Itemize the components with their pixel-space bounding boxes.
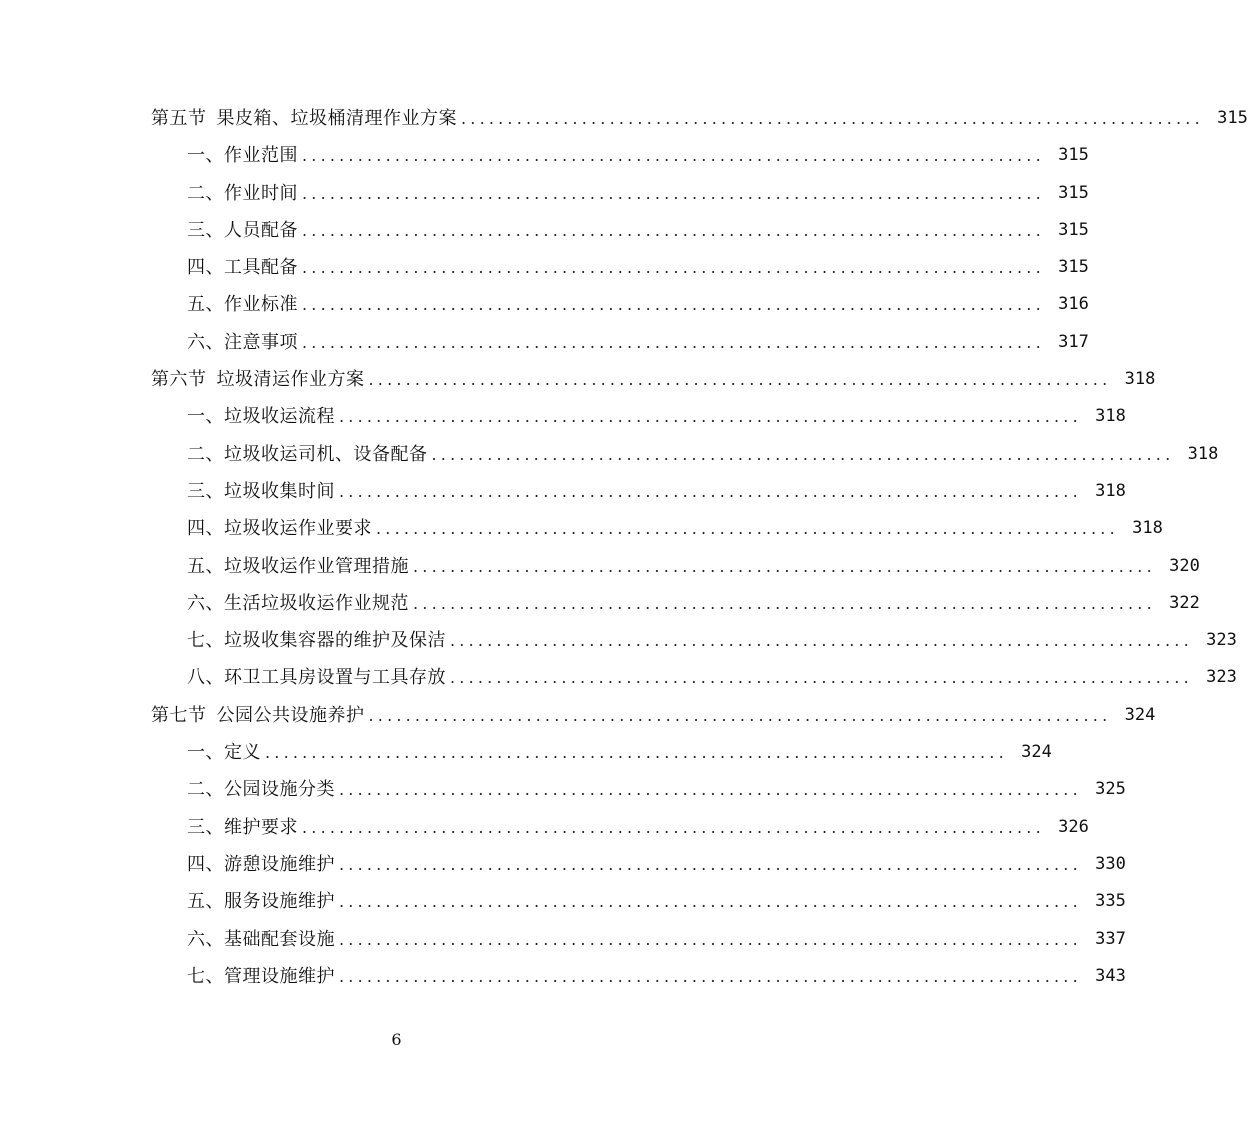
toc-subsection-entry[interactable]	[0, 883, 1126, 920]
toc-dot-leader: ................................................................................	[413, 556, 1156, 576]
toc-section-entry[interactable]	[0, 697, 1156, 734]
toc-page-number: 326	[1058, 816, 1089, 837]
toc-dot-leader: ................................................................................	[368, 370, 1112, 390]
toc-entry-title	[187, 137, 298, 174]
toc-page-number: 318	[1095, 406, 1126, 427]
toc-page-number: 320	[1169, 555, 1200, 576]
toc-subsection-entry[interactable]	[0, 846, 1126, 883]
toc-dot-leader: ................................................................................	[450, 668, 1193, 688]
toc-dot-leader: ................................................................................	[302, 146, 1045, 166]
toc-entry-title	[187, 436, 428, 473]
toc-entry-text: 四、工具配备	[187, 257, 298, 279]
table-of-contents	[0, 100, 1248, 995]
toc-entry-title	[187, 473, 335, 510]
toc-section-entry[interactable]	[0, 361, 1156, 398]
toc-dot-leader: ................................................................................	[339, 407, 1082, 427]
toc-dot-leader: ................................................................................	[339, 966, 1082, 986]
toc-entry-text: 公园公共设施养护	[216, 704, 365, 726]
toc-dot-leader: ................................................................................	[461, 109, 1204, 128]
toc-page-number: 315	[1058, 219, 1089, 240]
toc-entry-text: 一、垃圾收运流程	[187, 406, 335, 428]
toc-entry-text: 四、游憩设施维护	[187, 853, 335, 875]
toc-subsection-entry[interactable]	[0, 958, 1126, 995]
toc-entry-text: 二、作业时间	[187, 182, 298, 204]
toc-entry-title	[187, 921, 335, 958]
toc-subsection-entry[interactable]	[0, 585, 1200, 622]
toc-dot-leader: ................................................................................	[450, 631, 1193, 651]
toc-subsection-entry[interactable]	[0, 324, 1089, 361]
toc-subsection-entry[interactable]	[0, 659, 1237, 696]
toc-subsection-entry[interactable]	[0, 249, 1089, 286]
toc-dot-leader: ................................................................................	[302, 258, 1045, 278]
toc-dot-leader: ................................................................................	[302, 220, 1045, 240]
toc-dot-leader: ................................................................................	[339, 929, 1082, 949]
toc-entry-text: 七、管理设施维护	[187, 965, 335, 987]
toc-dot-leader: ................................................................................	[339, 481, 1082, 501]
toc-page-number: 315	[1058, 257, 1089, 278]
toc-section-number: 第七节	[151, 704, 207, 726]
toc-entry-text: 七、垃圾收集容器的维护及保洁	[187, 630, 446, 652]
toc-page-number: 325	[1095, 779, 1126, 800]
toc-page-number: 315	[1058, 182, 1089, 203]
toc-section-number: 第六节	[151, 369, 207, 391]
toc-subsection-entry[interactable]	[0, 622, 1237, 659]
toc-entry-text: 垃圾清运作业方案	[216, 369, 365, 391]
toc-entry-text: 八、环卫工具房设置与工具存放	[187, 667, 446, 689]
toc-subsection-entry[interactable]	[0, 548, 1200, 585]
toc-subsection-entry[interactable]	[0, 921, 1126, 958]
toc-dot-leader: ................................................................................	[302, 295, 1045, 315]
toc-entry-text: 二、公园设施分类	[187, 779, 335, 801]
toc-entry-title	[187, 249, 298, 286]
toc-entry-title	[187, 548, 409, 585]
toc-page-number: 330	[1095, 853, 1126, 874]
toc-dot-leader: ................................................................................	[431, 444, 1175, 464]
toc-subsection-entry[interactable]	[0, 771, 1126, 808]
toc-entry-title	[187, 585, 409, 622]
toc-dot-leader: ................................................................................	[302, 332, 1045, 352]
toc-page-number: 315	[1217, 108, 1248, 128]
toc-dot-leader: ................................................................................	[339, 780, 1082, 800]
toc-page-number: 343	[1095, 965, 1126, 986]
toc-subsection-entry[interactable]	[0, 286, 1089, 323]
toc-dot-leader: ................................................................................	[376, 519, 1119, 539]
toc-entry-title	[151, 361, 365, 398]
toc-entry-title	[187, 175, 298, 212]
toc-page-number: 318	[1132, 518, 1163, 539]
toc-page-number: 335	[1095, 891, 1126, 912]
page-number: 6	[391, 1030, 402, 1049]
toc-subsection-entry[interactable]	[0, 175, 1089, 212]
toc-entry-title	[187, 958, 335, 995]
toc-subsection-entry[interactable]	[0, 510, 1163, 547]
toc-entry-title	[187, 734, 261, 771]
toc-entry-text: 一、定义	[187, 742, 261, 764]
toc-entry-text: 六、基础配套设施	[187, 928, 335, 950]
toc-page-number: 318	[1124, 369, 1156, 390]
toc-entry-title	[187, 398, 335, 435]
toc-entry-title	[187, 212, 298, 249]
toc-dot-leader: ................................................................................	[339, 854, 1082, 874]
toc-page-number: 316	[1058, 294, 1089, 315]
toc-entry-text: 六、注意事项	[187, 331, 298, 353]
toc-entry-title	[151, 100, 457, 137]
toc-page-number: 322	[1169, 592, 1200, 613]
toc-page-number: 315	[1058, 145, 1089, 166]
toc-page-number: 324	[1124, 704, 1156, 725]
toc-subsection-entry[interactable]	[0, 436, 1219, 473]
toc-entry-title	[187, 622, 446, 659]
toc-subsection-entry[interactable]	[0, 137, 1089, 174]
toc-page-number: 318	[1187, 443, 1219, 464]
toc-entry-text: 三、维护要求	[187, 816, 298, 838]
toc-entry-title	[187, 510, 372, 547]
toc-dot-leader: ................................................................................	[368, 705, 1112, 725]
toc-dot-leader: ................................................................................	[339, 892, 1082, 912]
toc-entry-title	[187, 324, 298, 361]
toc-entry-text: 一、作业范围	[187, 145, 298, 167]
toc-entry-title	[187, 659, 446, 696]
toc-page-number: 337	[1095, 928, 1126, 949]
toc-subsection-entry[interactable]	[0, 212, 1089, 249]
toc-entry-text: 六、生活垃圾收运作业规范	[187, 592, 409, 614]
toc-subsection-entry[interactable]	[0, 398, 1126, 435]
toc-page-number: 324	[1021, 742, 1052, 763]
toc-dot-leader: ................................................................................	[265, 743, 1008, 763]
toc-section-entry[interactable]	[0, 100, 1248, 137]
toc-entry-title	[187, 809, 298, 846]
toc-page-number: 318	[1095, 480, 1126, 501]
toc-dot-leader: ................................................................................	[302, 183, 1045, 203]
toc-page-number: 323	[1206, 667, 1237, 688]
toc-subsection-entry[interactable]	[0, 473, 1126, 510]
toc-entry-text: 三、垃圾收集时间	[187, 480, 335, 502]
toc-entry-text: 四、垃圾收运作业要求	[187, 518, 372, 540]
toc-entry-title	[187, 771, 335, 808]
toc-dot-leader: ................................................................................	[302, 817, 1045, 837]
toc-entry-text: 五、垃圾收运作业管理措施	[187, 555, 409, 577]
toc-entry-text: 二、垃圾收运司机、设备配备	[187, 443, 428, 465]
toc-entry-text: 五、作业标准	[187, 294, 298, 316]
toc-entry-title	[187, 286, 298, 323]
toc-entry-text: 果皮箱、垃圾桶清理作业方案	[216, 108, 457, 129]
toc-subsection-entry[interactable]	[0, 734, 1052, 771]
toc-section-number: 第五节	[151, 108, 207, 129]
toc-subsection-entry[interactable]	[0, 809, 1089, 846]
toc-dot-leader: ................................................................................	[413, 593, 1156, 613]
toc-entry-text: 三、人员配备	[187, 219, 298, 241]
toc-page-number: 317	[1058, 331, 1089, 352]
toc-entry-title	[151, 697, 365, 734]
toc-entry-title	[187, 883, 335, 920]
toc-page-number: 323	[1206, 630, 1237, 651]
toc-entry-title	[187, 846, 335, 883]
toc-entry-text: 五、服务设施维护	[187, 891, 335, 913]
